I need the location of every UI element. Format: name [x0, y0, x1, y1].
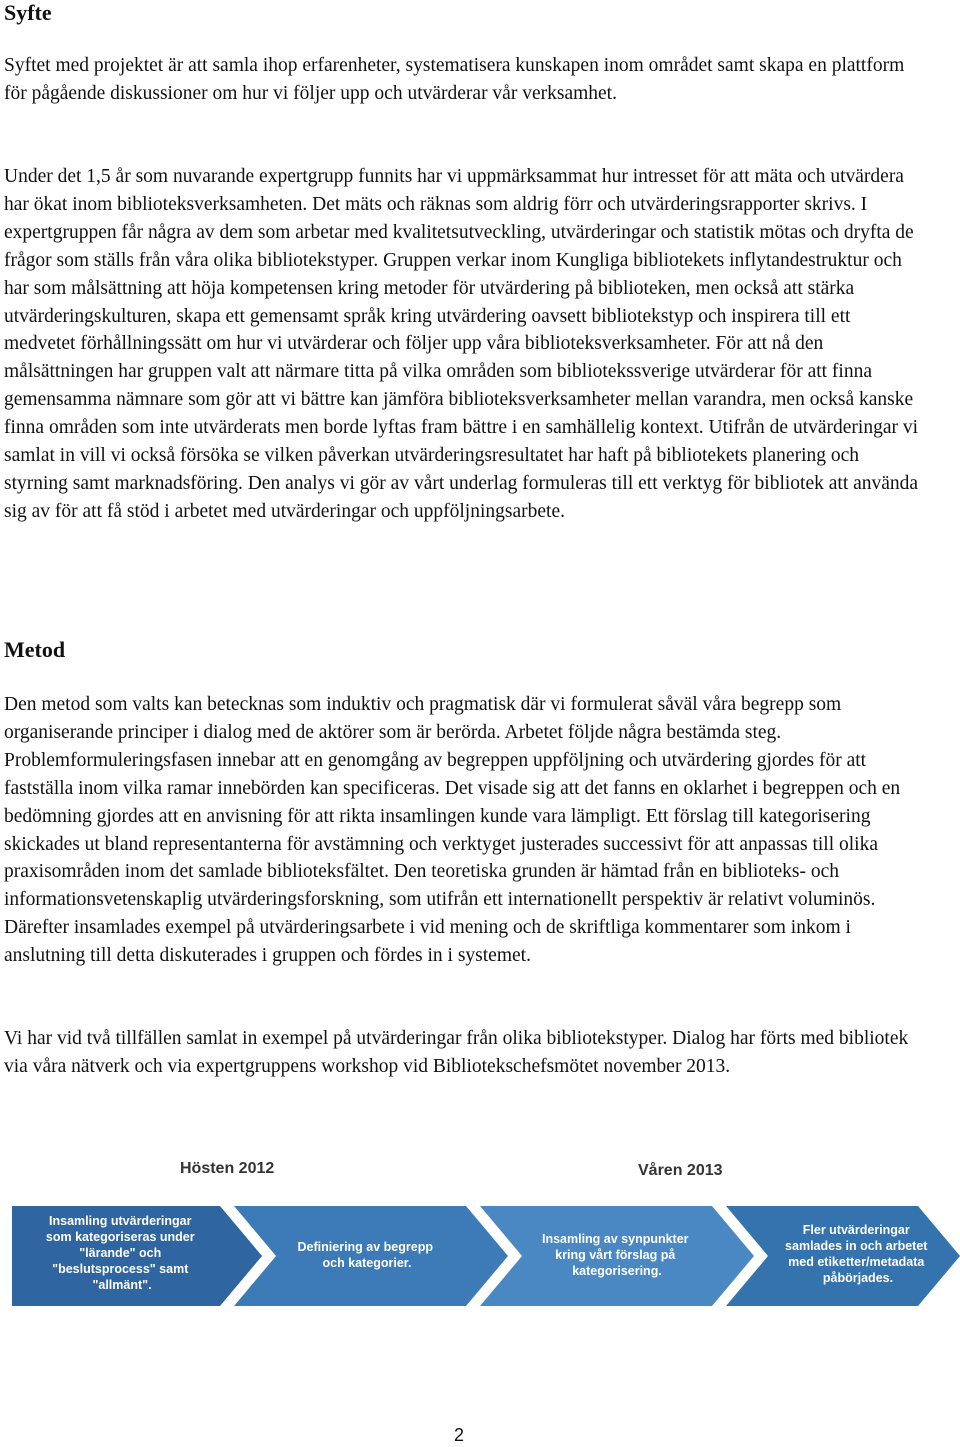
step-1-line-2: som kategoriseras under: [45, 1230, 195, 1244]
metod-paragraph-1: Den metod som valts kan betecknas som induktiv och pragmatisk där vi formulerat såväl våra begrepp som organiserande principer i dialog med de aktörer som är berörda. Arbetet följde några bestämda steg. Problemformuleringsfasen innebar att en genomgång av begreppen uppföljning och utvärdering gjordes för att fastställa inom vilka ramar innebörden kan specificeras. Det visade sig att det fanns en oklarhet i begreppen och en bedömning gjordes att en anvisning för att rikta insamlingen kunde vara lämpligt. Ett förslag till kategorisering skickades ut bland representanterna för avstämning och verktyget justerades successivt för att anpassas till olika praxisområden inom det samlade biblioteksfältet. Den teoretiska grunden är hämtad från en biblioteks- och informationsvetenskaplig utvärderingsforskning, som utifrån ett internationellt perspektiv är relativt voluminös. Därefter insamlades exempel på utvärderingsarbete i vid mening och de skriftliga kommentarer som inkom i anslutning till detta diskuterades i gruppen och fördes in i systemet.: [4, 694, 901, 967]
step-1-line-4: "beslutsprocess" samt: [52, 1262, 189, 1276]
step-2-line-1: Definiering av begrepp: [297, 1240, 433, 1254]
syfte-paragraph-1: Syftet med projektet är att samla ihop erfarenheter, systematisera kunskapen inom området samt skapa en plattform för pågående diskussioner om hur vi följer upp och utvärderar vår verksamhet.: [4, 55, 905, 104]
step-2-line-2: och kategorier.: [322, 1256, 412, 1270]
step-3-line-2: kring vårt förslag på: [555, 1248, 676, 1262]
step-1-line-5: "allmänt".: [92, 1278, 152, 1292]
syfte-paragraph-2: Under det 1,5 år som nuvarande expertgrupp funnits har vi uppmärksammat hur intresset för att mäta och utvärdera har ökat inom biblioteksverksamheten. Det mäts och räknas som aldrig förr och utvärderingsrapporter skrivs. I expertgruppen får några av dem som arbetar med kvalitetsutveckling, utvärderingar och statistik mötas och dryfta de frågor som ställs från våra olika bibliotekstyper. Gruppen verkar inom Kungliga bibliotekets inflytandestruktur och har som målsättning att höja kompetensen kring metoder för utvärdering på biblioteken, men också att stärka utvärderingskulturen, skapa ett gemensamt språk kring utvärdering oavsett bibliotekstyp och inspirera till ett medvetet förhållningssätt om hur vi utvärderar och följer upp våra biblioteksverksamheter. För att nå den målsättningen har gruppen valt att närmare titta på vilka områden som bibliotekssverige utvärderar för att finna gemensamma nämnare som gör att vi bättre kan jämföra biblioteksverksamheter mellan varandra, men också kanske finna områden som inte utvärderats men borde lyftas fram bättre i en samhällelig kontext. Utifrån de utvärderingar vi samlat in vill vi också försöka se vilken påverkan utvärderingsresultatet har haft på bibliotekets planering och styrning samt marknadsföring. Den analys vi gör av vårt underlag formuleras till ett verktyg för bibliotek att använda sig av för att få stöd i arbetet med utvärderingar och uppföljningsarbete.: [4, 166, 919, 522]
step-3-line-1: Insamling av synpunkter: [541, 1232, 689, 1246]
heading-syfte: Syfte: [4, 0, 52, 25]
step-4-line-4: påbörjades.: [822, 1271, 894, 1285]
heading-metod: Metod: [4, 637, 66, 662]
season-label-autumn-2012: Hösten 2012: [180, 1160, 275, 1177]
process-timeline: [12, 1150, 960, 1320]
step-4-line-2: samlades in och arbetet: [785, 1239, 928, 1253]
step-1-line-1: Insamling utvärderingar: [49, 1214, 192, 1228]
page-number: 2: [454, 1425, 465, 1445]
season-label-spring-2013: Våren 2013: [638, 1162, 723, 1179]
step-3-line-3: kategorisering.: [572, 1264, 662, 1278]
step-4-line-1: Fler utvärderingar: [802, 1223, 910, 1237]
metod-paragraph-2: Vi har vid två tillfällen samlat in exempel på utvärderingar från olika bibliotekstyper. Dialog har förts med bibliotek via våra nätverk och via expertgruppens workshop vid Bibliotekschefsmötet november 2013.: [4, 1028, 909, 1077]
step-1-line-3: "lärande" och: [79, 1246, 162, 1260]
step-4-line-3: med etiketter/metadata: [788, 1255, 925, 1269]
